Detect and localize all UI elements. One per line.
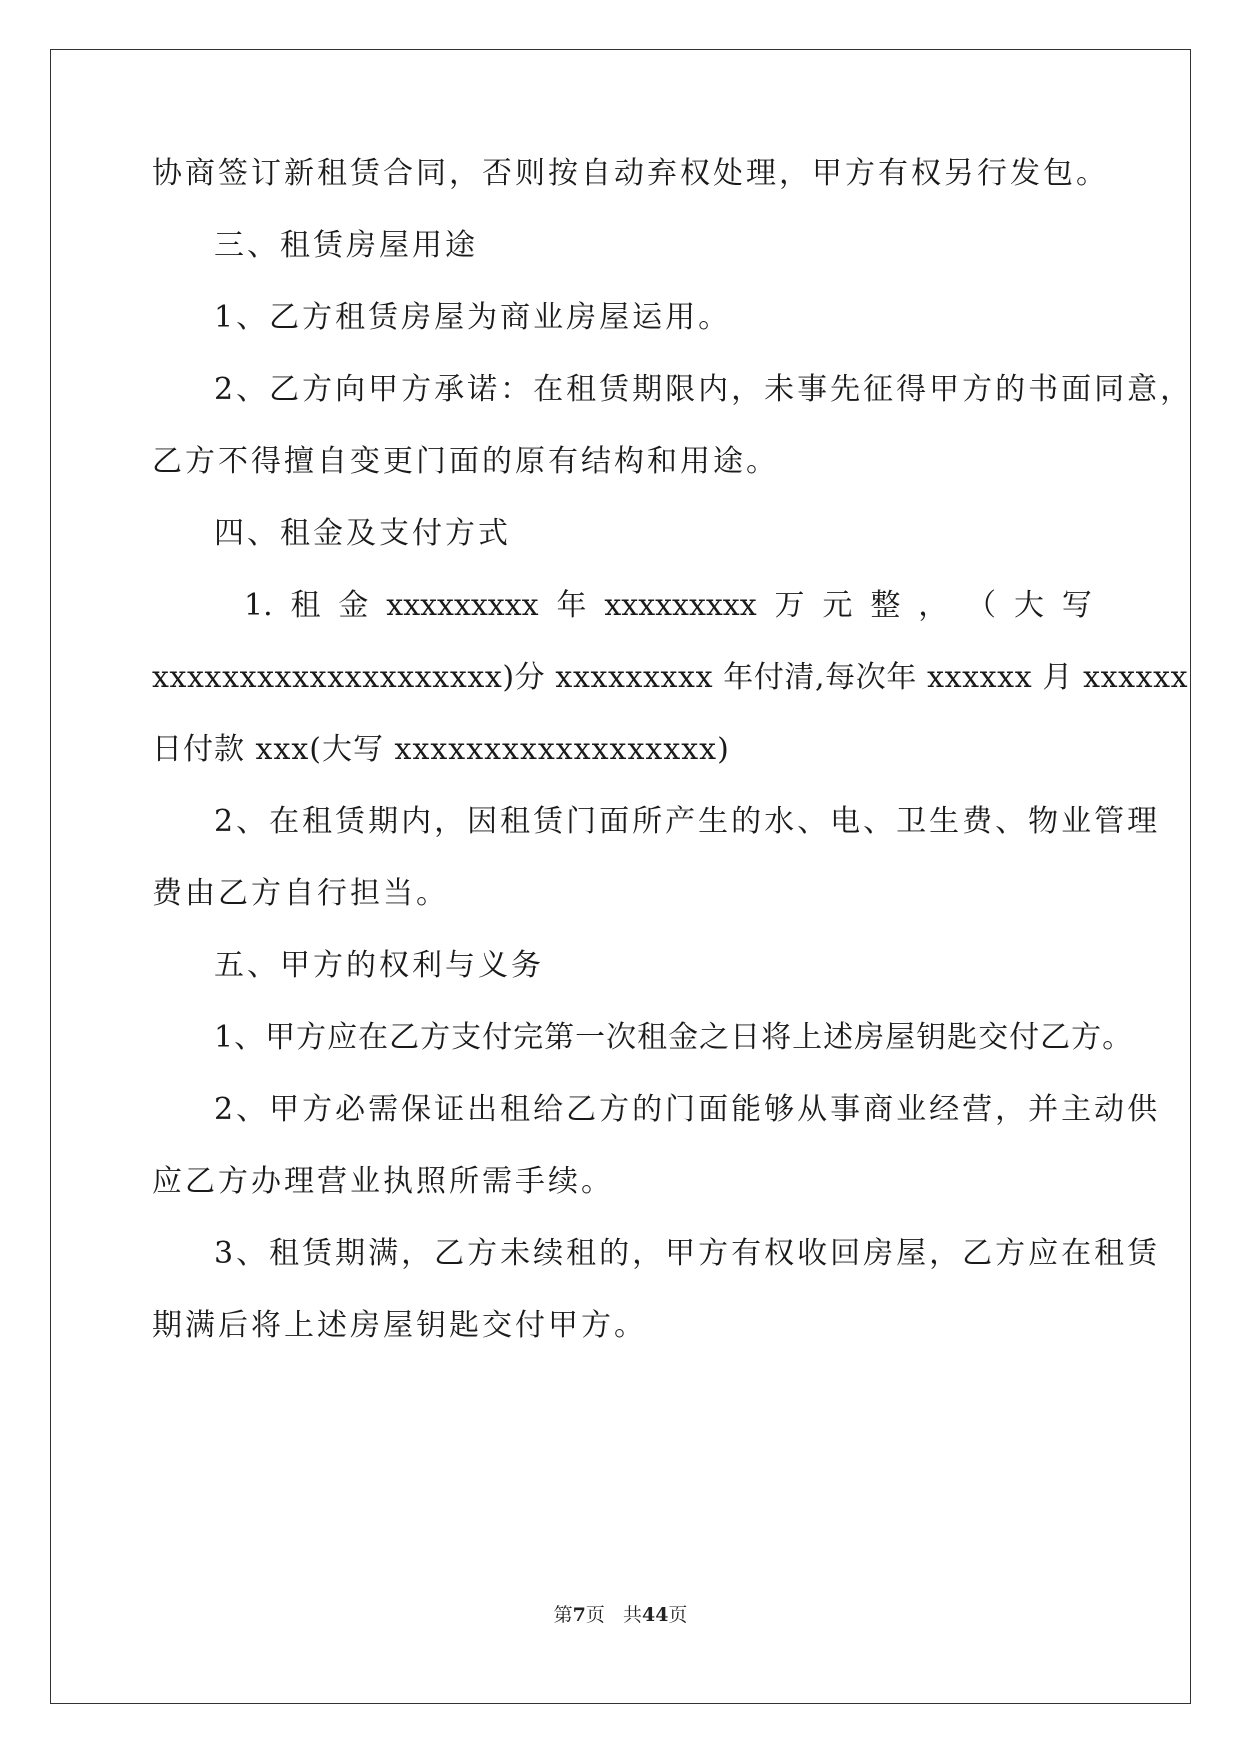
section-heading: 四、租金及支付方式 (214, 516, 511, 551)
rent-token: 整 (870, 588, 901, 623)
rent-token: 元 (822, 588, 853, 623)
section-heading: 五、甲方的权利与义务 (214, 948, 544, 983)
paragraph-line: 2、乙方向甲方承诺：在租赁期限内，未事先征得甲方的书面同意， (214, 372, 1194, 407)
rent-token: xxxxxxxxx (386, 588, 539, 623)
paragraph-line: 应乙方办理营业执照所需手续。 (152, 1164, 614, 1199)
footer-page-word: 页 (585, 1604, 605, 1626)
footer-prefix: 第 (553, 1604, 573, 1626)
paragraph-line: 1、甲方应在乙方支付完第一次租金之日将上述房屋钥匙交付乙方。 (214, 1020, 1134, 1055)
paragraph-line: 2、甲方必需保证出租给乙方的门面能够从事商业经营，并主动供 (214, 1092, 1161, 1127)
footer-total-prefix: 共 (622, 1604, 642, 1626)
rent-token: 大 (1013, 588, 1044, 623)
total-pages-number: 44 (641, 1604, 669, 1626)
paragraph-line: 1、乙方租赁房屋为商业房屋运用。 (214, 300, 732, 335)
rent-token: 租 (290, 588, 321, 623)
rent-token: 1. (244, 588, 273, 623)
paragraph-line: xxxxxxxxxxxxxxxxxxxx)分 xxxxxxxxx 年付清,每次年 xxxxxx 月 xxxxxx (152, 660, 1189, 695)
rent-amount-line (244, 586, 1092, 626)
section-heading: 三、租赁房屋用途 (214, 228, 478, 263)
paragraph-line: 2、在租赁期内，因租赁门面所产生的水、电、卫生费、物业管理 (214, 804, 1161, 839)
page-number-footer (0, 1603, 1241, 1627)
paragraph-line: 费由乙方自行担当。 (152, 876, 449, 911)
rent-token: 金 (338, 588, 369, 623)
paragraph-line: 3、租赁期满，乙方未续租的，甲方有权收回房屋，乙方应在租赁 (214, 1236, 1161, 1271)
paragraph-line: 期满后将上述房屋钥匙交付甲方。 (152, 1308, 647, 1343)
rent-token: 万 (774, 588, 805, 623)
rent-token: xxxxxxxxx (604, 588, 757, 623)
paragraph-line: 日付款 xxx(大写 xxxxxxxxxxxxxxxxxx) (152, 732, 730, 767)
footer-total-suffix: 页 (668, 1604, 688, 1626)
paragraph-line: 协商签订新租赁合同，否则按自动弃权处理，甲方有权另行发包。 (152, 156, 1109, 191)
paragraph-line: 乙方不得擅自变更门面的原有结构和用途。 (152, 444, 779, 479)
rent-token: （ (966, 588, 997, 623)
current-page-number: 7 (572, 1604, 586, 1626)
rent-token: ， (918, 588, 949, 623)
rent-token: 年 (556, 588, 587, 623)
rent-token: 写 (1061, 588, 1092, 623)
